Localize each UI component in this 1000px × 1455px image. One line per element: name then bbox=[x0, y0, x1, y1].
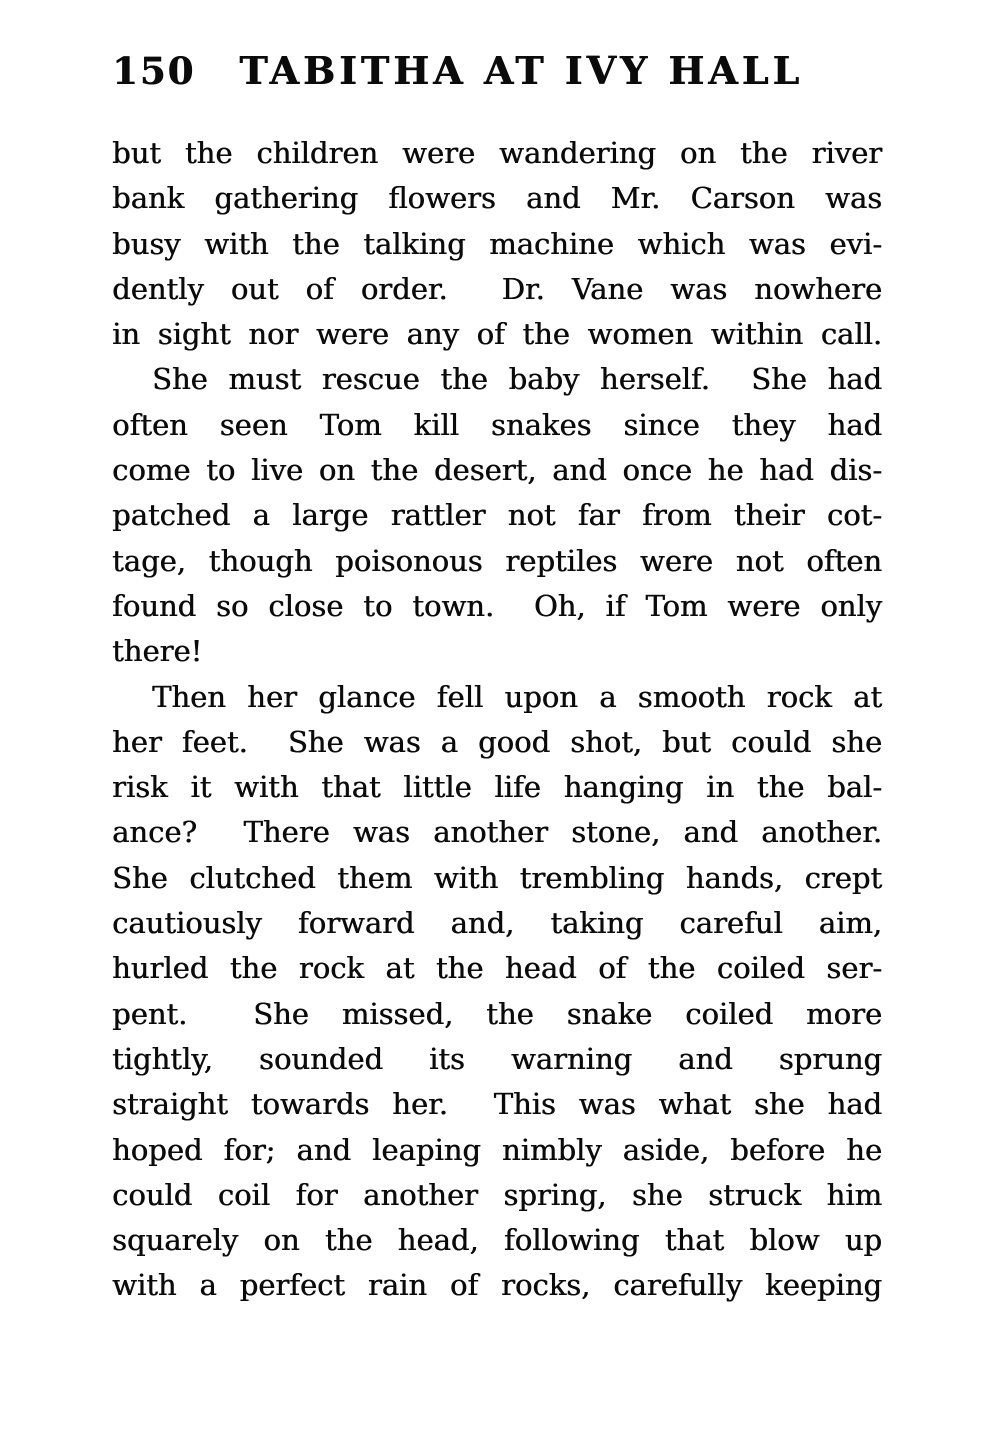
text-line: found so close to town. Oh, if Tom were only bbox=[112, 588, 882, 623]
running-title: TABITHA AT IVY HALL bbox=[239, 48, 804, 93]
text-line: ance? There was another stone, and another. bbox=[112, 815, 882, 850]
text-line: risk it with that little life hanging in the bal- bbox=[112, 770, 882, 805]
text-line: there! bbox=[112, 634, 203, 669]
text-line: She clutched them with trembling hands, crept bbox=[112, 860, 882, 895]
text-line: cautiously forward and, taking careful aim, bbox=[112, 906, 882, 941]
text-line: straight towards her. This was what she had bbox=[112, 1087, 882, 1122]
text-line: often seen Tom kill snakes since they had bbox=[112, 407, 882, 442]
text-line: She must rescue the baby herself. She had bbox=[152, 362, 882, 397]
page-number: 150 bbox=[112, 49, 196, 93]
text-line: tage, though poisonous reptiles were not often bbox=[112, 543, 882, 578]
text-line: hoped for; and leaping nimbly aside, before he bbox=[112, 1132, 882, 1167]
text-line: her feet. She was a good shot, but could she bbox=[112, 724, 882, 759]
text-line: Then her glance fell upon a smooth rock at bbox=[152, 679, 882, 714]
text-line: squarely on the head, following that blow up bbox=[112, 1223, 882, 1258]
text-line: hurled the rock at the head of the coiled ser- bbox=[112, 951, 882, 986]
text-line: pent. She missed, the snake coiled more bbox=[112, 996, 882, 1031]
text-line: with a perfect rain of rocks, carefully keeping bbox=[112, 1268, 882, 1303]
text-line: in sight nor were any of the women within call. bbox=[112, 317, 882, 352]
text-line: busy with the talking machine which was evi- bbox=[112, 226, 882, 261]
body-text bbox=[112, 131, 882, 1309]
running-header bbox=[112, 48, 882, 93]
text-line: patched a large rattler not far from their cot- bbox=[112, 498, 882, 533]
text-line: could coil for another spring, she struck him bbox=[112, 1177, 882, 1212]
text-line: tightly, sounded its warning and sprung bbox=[112, 1041, 882, 1076]
text-line: dently out of order. Dr. Vane was nowhere bbox=[112, 271, 882, 306]
text-line: but the children were wandering on the river bbox=[112, 136, 882, 170]
text-line: bank gathering flowers and Mr. Carson was bbox=[112, 181, 882, 216]
text-line: come to live on the desert, and once he had dis- bbox=[112, 453, 882, 488]
